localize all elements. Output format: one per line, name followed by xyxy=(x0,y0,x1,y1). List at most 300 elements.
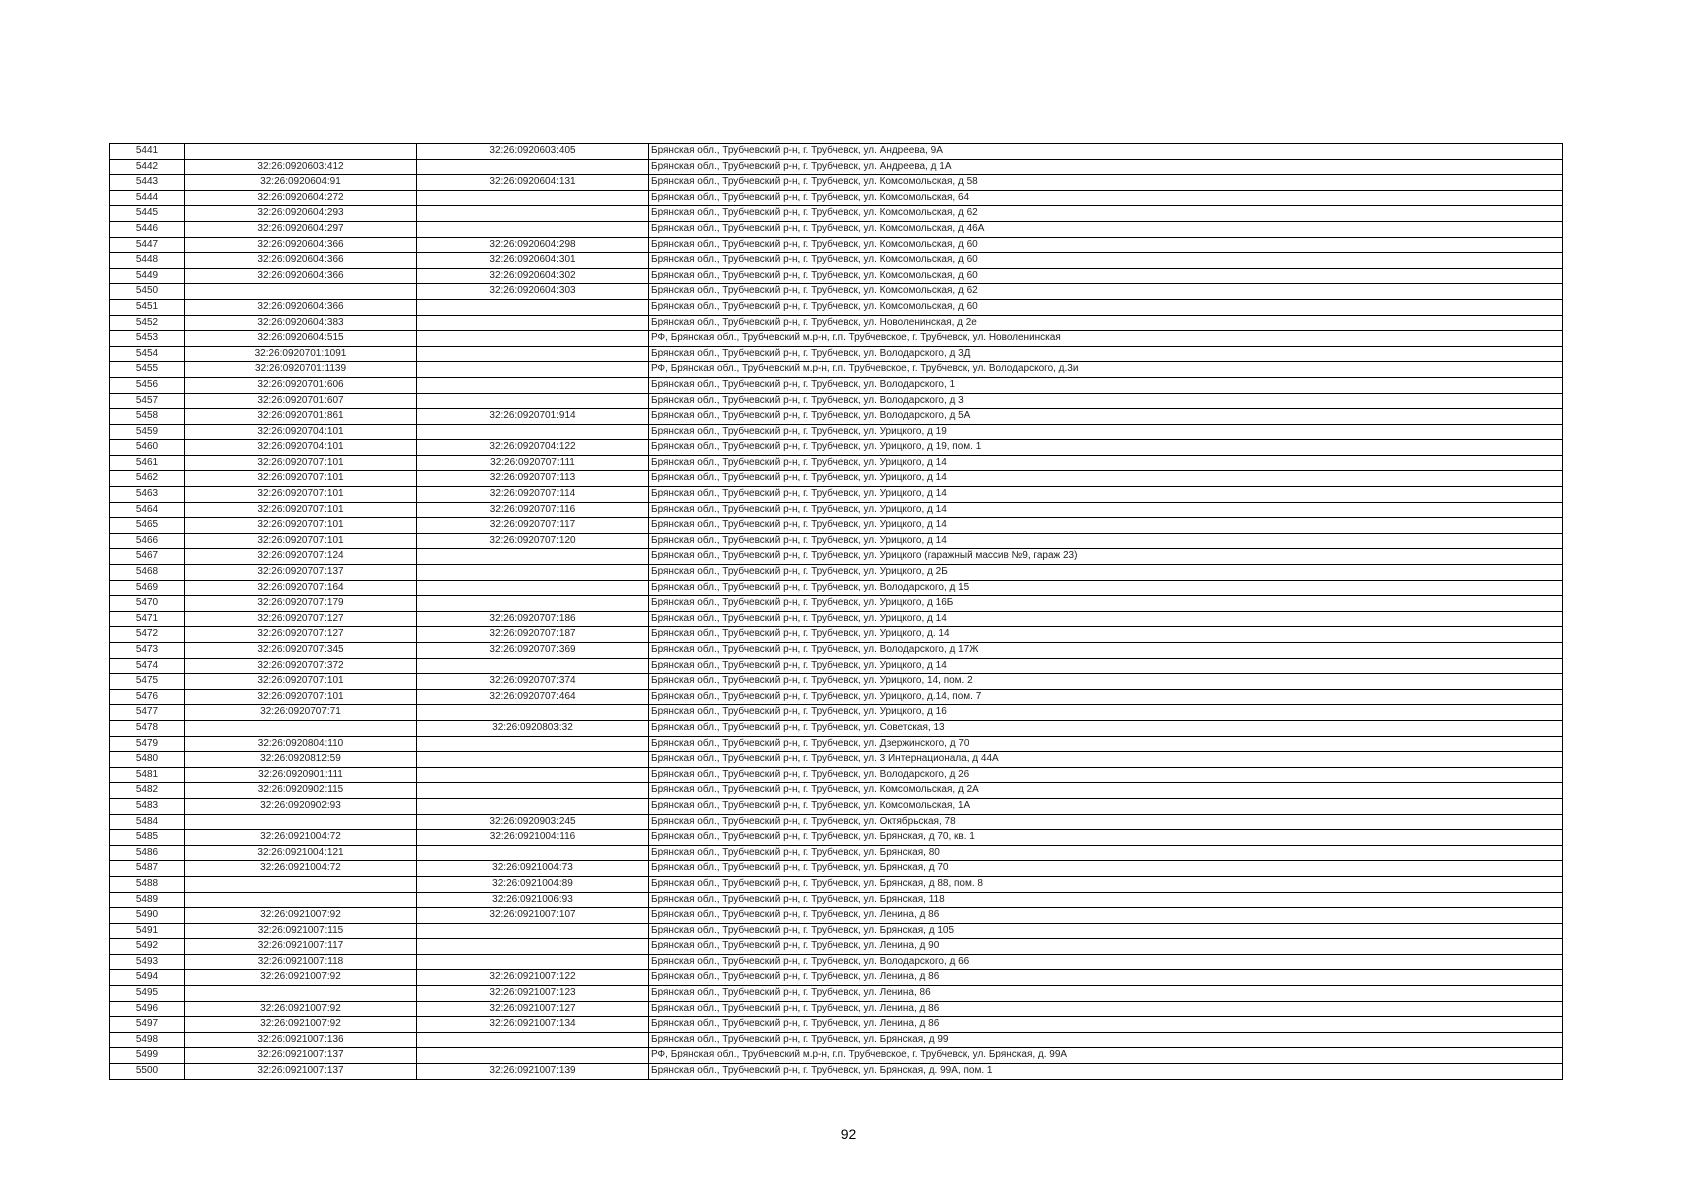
row-number-cell: 5496 xyxy=(110,1001,185,1017)
table-row xyxy=(110,424,1563,440)
address-cell: РФ, Брянская обл., Трубчевский м.р-н, г.п. Трубчевское, г. Трубчевск, ул. Новоленинская xyxy=(649,331,1563,347)
table-row xyxy=(110,923,1563,939)
object-number-cell xyxy=(417,549,649,565)
object-number-cell: 32:26:0920707:120 xyxy=(417,533,649,549)
parcel-number-cell xyxy=(185,876,417,892)
row-number-cell: 5482 xyxy=(110,783,185,799)
address-cell: Брянская обл., Трубчевский р-н, г. Трубчевск, ул. Брянская, д 99 xyxy=(649,1032,1563,1048)
address-cell: Брянская обл., Трубчевский р-н, г. Трубчевск, ул. Урицкого, д 14 xyxy=(649,471,1563,487)
object-number-cell xyxy=(417,159,649,175)
parcel-number-cell: 32:26:0920707:127 xyxy=(185,611,417,627)
table-row xyxy=(110,814,1563,830)
address-cell: Брянская обл., Трубчевский р-н, г. Трубчевск, ул. 3 Интернационала, д 44А xyxy=(649,752,1563,768)
row-number-cell: 5497 xyxy=(110,1017,185,1033)
address-cell: Брянская обл., Трубчевский р-н, г. Трубчевск, ул. Комсомольская, д 58 xyxy=(649,175,1563,191)
address-cell: Брянская обл., Трубчевский р-н, г. Трубчевск, ул. Володарского, д 17Ж xyxy=(649,643,1563,659)
parcel-number-cell: 32:26:0920604:366 xyxy=(185,253,417,269)
address-cell: Брянская обл., Трубчевский р-н, г. Трубчевск, ул. Урицкого, д 14 xyxy=(649,611,1563,627)
address-cell: Брянская обл., Трубчевский р-н, г. Трубчевск, ул. Ленина, д 86 xyxy=(649,1017,1563,1033)
row-number-cell: 5476 xyxy=(110,689,185,705)
table-row xyxy=(110,159,1563,175)
table-row xyxy=(110,783,1563,799)
parcel-number-cell: 32:26:0920707:101 xyxy=(185,502,417,518)
address-cell: Брянская обл., Трубчевский р-н, г. Трубчевск, ул. Володарского, д 26 xyxy=(649,767,1563,783)
parcel-number-cell: 32:26:0920707:137 xyxy=(185,565,417,581)
object-number-cell: 32:26:0920903:245 xyxy=(417,814,649,830)
address-cell: Брянская обл., Трубчевский р-н, г. Трубчевск, ул. Комсомольская, 1А xyxy=(649,798,1563,814)
object-number-cell: 32:26:0920604:298 xyxy=(417,237,649,253)
table-row xyxy=(110,689,1563,705)
table-row xyxy=(110,268,1563,284)
row-number-cell: 5480 xyxy=(110,752,185,768)
parcel-number-cell xyxy=(185,144,417,160)
parcel-number-cell: 32:26:0921004:72 xyxy=(185,830,417,846)
object-number-cell: 32:26:0921007:123 xyxy=(417,986,649,1002)
address-cell: Брянская обл., Трубчевский р-н, г. Трубчевск, ул. Ленина, 86 xyxy=(649,986,1563,1002)
row-number-cell: 5500 xyxy=(110,1064,185,1080)
document-sheet xyxy=(109,143,1562,1080)
parcel-number-cell: 32:26:0921004:72 xyxy=(185,861,417,877)
row-number-cell: 5443 xyxy=(110,175,185,191)
parcel-number-cell: 32:26:0921007:137 xyxy=(185,1064,417,1080)
row-number-cell: 5467 xyxy=(110,549,185,565)
table-row xyxy=(110,284,1563,300)
object-number-cell xyxy=(417,206,649,222)
object-number-cell: 32:26:0920707:117 xyxy=(417,518,649,534)
object-number-cell xyxy=(417,190,649,206)
table-row xyxy=(110,580,1563,596)
parcel-number-cell xyxy=(185,720,417,736)
table-row xyxy=(110,346,1563,362)
parcel-number-cell: 32:26:0920704:101 xyxy=(185,424,417,440)
object-number-cell: 32:26:0921007:127 xyxy=(417,1001,649,1017)
row-number-cell: 5447 xyxy=(110,237,185,253)
table-row xyxy=(110,908,1563,924)
parcel-number-cell xyxy=(185,986,417,1002)
parcel-number-cell: 32:26:0921007:92 xyxy=(185,1001,417,1017)
row-number-cell: 5460 xyxy=(110,440,185,456)
object-number-cell xyxy=(417,1032,649,1048)
table-row xyxy=(110,658,1563,674)
parcel-number-cell: 32:26:0920604:515 xyxy=(185,331,417,347)
address-cell: Брянская обл., Трубчевский р-н, г. Трубчевск, ул. Урицкого, д 16 xyxy=(649,705,1563,721)
row-number-cell: 5457 xyxy=(110,393,185,409)
row-number-cell: 5465 xyxy=(110,518,185,534)
parcel-number-cell: 32:26:0920707:127 xyxy=(185,627,417,643)
row-number-cell: 5458 xyxy=(110,409,185,425)
address-cell: Брянская обл., Трубчевский р-н, г. Трубчевск, ул. Брянская, д. 99А, пом. 1 xyxy=(649,1064,1563,1080)
parcel-number-cell: 32:26:0920902:115 xyxy=(185,783,417,799)
row-number-cell: 5463 xyxy=(110,487,185,503)
object-number-cell xyxy=(417,565,649,581)
address-cell: Брянская обл., Трубчевский р-н, г. Трубчевск, ул. Андреева, д 1А xyxy=(649,159,1563,175)
address-cell: Брянская обл., Трубчевский р-н, г. Трубчевск, ул. Урицкого, д 14 xyxy=(649,455,1563,471)
object-number-cell: 32:26:0920707:113 xyxy=(417,471,649,487)
object-number-cell xyxy=(417,580,649,596)
object-number-cell: 32:26:0921004:116 xyxy=(417,830,649,846)
address-cell: Брянская обл., Трубчевский р-н, г. Трубчевск, ул. Комсомольская, д 60 xyxy=(649,237,1563,253)
parcel-number-cell: 32:26:0920701:606 xyxy=(185,377,417,393)
object-number-cell: 32:26:0920603:405 xyxy=(417,144,649,160)
parcel-number-cell: 32:26:0920701:861 xyxy=(185,409,417,425)
object-number-cell xyxy=(417,362,649,378)
parcel-number-cell: 32:26:0920707:124 xyxy=(185,549,417,565)
address-cell: Брянская обл., Трубчевский р-н, г. Трубчевск, ул. Комсомольская, д 60 xyxy=(649,299,1563,315)
address-cell: Брянская обл., Трубчевский р-н, г. Трубчевск, ул. Комсомольская, д 62 xyxy=(649,284,1563,300)
table-row xyxy=(110,986,1563,1002)
row-number-cell: 5485 xyxy=(110,830,185,846)
object-number-cell: 32:26:0920707:186 xyxy=(417,611,649,627)
table-row xyxy=(110,627,1563,643)
table-row xyxy=(110,736,1563,752)
address-cell: Брянская обл., Трубчевский р-н, г. Трубчевск, ул. Володарского, д 5А xyxy=(649,409,1563,425)
address-cell: Брянская обл., Трубчевский р-н, г. Трубчевск, ул. Брянская, 80 xyxy=(649,845,1563,861)
object-number-cell xyxy=(417,424,649,440)
object-number-cell xyxy=(417,221,649,237)
object-number-cell xyxy=(417,315,649,331)
parcel-number-cell: 32:26:0920707:101 xyxy=(185,518,417,534)
row-number-cell: 5488 xyxy=(110,876,185,892)
object-number-cell: 32:26:0920704:122 xyxy=(417,440,649,456)
parcel-number-cell: 32:26:0920812:59 xyxy=(185,752,417,768)
parcel-number-cell: 32:26:0920707:101 xyxy=(185,471,417,487)
table-row xyxy=(110,331,1563,347)
address-cell: Брянская обл., Трубчевский р-н, г. Трубчевск, ул. Урицкого, д 19, пом. 1 xyxy=(649,440,1563,456)
row-number-cell: 5466 xyxy=(110,533,185,549)
address-cell: Брянская обл., Трубчевский р-н, г. Трубчевск, ул. Брянская, д 70, кв. 1 xyxy=(649,830,1563,846)
parcel-number-cell: 32:26:0920707:101 xyxy=(185,689,417,705)
object-number-cell: 32:26:0920604:303 xyxy=(417,284,649,300)
table-row xyxy=(110,206,1563,222)
table-row xyxy=(110,471,1563,487)
table-row xyxy=(110,1001,1563,1017)
table-row xyxy=(110,253,1563,269)
address-cell: Брянская обл., Трубчевский р-н, г. Трубчевск, ул. Урицкого, д 16Б xyxy=(649,596,1563,612)
parcel-number-cell: 32:26:0920604:366 xyxy=(185,268,417,284)
object-number-cell: 32:26:0920604:131 xyxy=(417,175,649,191)
address-cell: Брянская обл., Трубчевский р-н, г. Трубчевск, ул. Урицкого, д 2Б xyxy=(649,565,1563,581)
parcel-number-cell: 32:26:0920707:101 xyxy=(185,674,417,690)
address-cell: Брянская обл., Трубчевский р-н, г. Трубчевск, ул. Дзержинского, д 70 xyxy=(649,736,1563,752)
table-row xyxy=(110,845,1563,861)
row-number-cell: 5453 xyxy=(110,331,185,347)
table-row xyxy=(110,798,1563,814)
table-row xyxy=(110,720,1563,736)
address-cell: Брянская обл., Трубчевский р-н, г. Трубчевск, ул. Урицкого (гаражный массив №9, гараж 23) xyxy=(649,549,1563,565)
address-cell: Брянская обл., Трубчевский р-н, г. Трубчевск, ул. Ленина, д 86 xyxy=(649,1001,1563,1017)
address-cell: Брянская обл., Трубчевский р-н, г. Трубчевск, ул. Урицкого, д 14 xyxy=(649,487,1563,503)
object-number-cell: 32:26:0920707:116 xyxy=(417,502,649,518)
parcel-number-cell xyxy=(185,814,417,830)
address-cell: Брянская обл., Трубчевский р-н, г. Трубчевск, ул. Комсомольская, д 60 xyxy=(649,253,1563,269)
row-number-cell: 5442 xyxy=(110,159,185,175)
parcel-number-cell: 32:26:0921007:92 xyxy=(185,908,417,924)
parcel-number-cell xyxy=(185,284,417,300)
object-number-cell xyxy=(417,736,649,752)
row-number-cell: 5484 xyxy=(110,814,185,830)
table-row xyxy=(110,596,1563,612)
object-number-cell xyxy=(417,393,649,409)
table-row xyxy=(110,1064,1563,1080)
parcel-number-cell: 32:26:0920604:383 xyxy=(185,315,417,331)
object-number-cell xyxy=(417,596,649,612)
row-number-cell: 5452 xyxy=(110,315,185,331)
table-row xyxy=(110,237,1563,253)
row-number-cell: 5498 xyxy=(110,1032,185,1048)
object-number-cell: 32:26:0920707:464 xyxy=(417,689,649,705)
address-cell: Брянская обл., Трубчевский р-н, г. Трубчевск, ул. Брянская, 118 xyxy=(649,892,1563,908)
address-cell: Брянская обл., Трубчевский р-н, г. Трубчевск, ул. Брянская, д 88, пом. 8 xyxy=(649,876,1563,892)
row-number-cell: 5459 xyxy=(110,424,185,440)
parcel-number-cell: 32:26:0920704:101 xyxy=(185,440,417,456)
parcel-number-cell: 32:26:0920603:412 xyxy=(185,159,417,175)
parcel-number-cell: 32:26:0920604:366 xyxy=(185,299,417,315)
object-number-cell xyxy=(417,783,649,799)
row-number-cell: 5472 xyxy=(110,627,185,643)
parcel-number-cell: 32:26:0921007:136 xyxy=(185,1032,417,1048)
parcel-number-cell: 32:26:0920604:272 xyxy=(185,190,417,206)
row-number-cell: 5470 xyxy=(110,596,185,612)
table-row xyxy=(110,892,1563,908)
table-row xyxy=(110,487,1563,503)
row-number-cell: 5483 xyxy=(110,798,185,814)
address-cell: Брянская обл., Трубчевский р-н, г. Трубчевск, ул. Брянская, д 70 xyxy=(649,861,1563,877)
address-cell: Брянская обл., Трубчевский р-н, г. Трубчевск, ул. Ленина, д 86 xyxy=(649,970,1563,986)
address-cell: Брянская обл., Трубчевский р-н, г. Трубчевск, ул. Урицкого, д 14 xyxy=(649,658,1563,674)
object-number-cell: 32:26:0921004:89 xyxy=(417,876,649,892)
object-number-cell xyxy=(417,752,649,768)
address-cell: Брянская обл., Трубчевский р-н, г. Трубчевск, ул. Урицкого, д. 14 xyxy=(649,627,1563,643)
parcel-number-cell: 32:26:0920604:297 xyxy=(185,221,417,237)
object-number-cell: 32:26:0920803:32 xyxy=(417,720,649,736)
address-cell: Брянская обл., Трубчевский р-н, г. Трубчевск, ул. Урицкого, 14, пом. 2 xyxy=(649,674,1563,690)
parcel-number-cell: 32:26:0920707:101 xyxy=(185,455,417,471)
parcel-number-cell: 32:26:0921007:118 xyxy=(185,954,417,970)
parcel-number-cell: 32:26:0920707:372 xyxy=(185,658,417,674)
row-number-cell: 5468 xyxy=(110,565,185,581)
parcel-number-cell: 32:26:0920707:101 xyxy=(185,487,417,503)
table-row xyxy=(110,1048,1563,1064)
row-number-cell: 5486 xyxy=(110,845,185,861)
parcel-number-cell: 32:26:0920604:91 xyxy=(185,175,417,191)
table-row xyxy=(110,1032,1563,1048)
address-cell: Брянская обл., Трубчевский р-н, г. Трубчевск, ул. Володарского, д 15 xyxy=(649,580,1563,596)
table-row xyxy=(110,1017,1563,1033)
row-number-cell: 5490 xyxy=(110,908,185,924)
row-number-cell: 5471 xyxy=(110,611,185,627)
table-row xyxy=(110,939,1563,955)
parcel-number-cell: 32:26:0920902:93 xyxy=(185,798,417,814)
object-number-cell: 32:26:0921004:73 xyxy=(417,861,649,877)
table-row xyxy=(110,861,1563,877)
object-number-cell: 32:26:0921006:93 xyxy=(417,892,649,908)
parcel-number-cell: 32:26:0921007:92 xyxy=(185,970,417,986)
parcel-number-cell: 32:26:0920804:110 xyxy=(185,736,417,752)
table-row xyxy=(110,315,1563,331)
object-number-cell: 32:26:0921007:122 xyxy=(417,970,649,986)
parcel-number-cell: 32:26:0920701:1139 xyxy=(185,362,417,378)
address-cell: Брянская обл., Трубчевский р-н, г. Трубчевск, ул. Советская, 13 xyxy=(649,720,1563,736)
row-number-cell: 5492 xyxy=(110,939,185,955)
parcel-number-cell: 32:26:0921007:137 xyxy=(185,1048,417,1064)
row-number-cell: 5445 xyxy=(110,206,185,222)
table-row xyxy=(110,190,1563,206)
table-row xyxy=(110,970,1563,986)
table-row xyxy=(110,611,1563,627)
table-body xyxy=(110,144,1563,1080)
parcel-number-cell: 32:26:0921007:92 xyxy=(185,1017,417,1033)
row-number-cell: 5462 xyxy=(110,471,185,487)
object-number-cell: 32:26:0920707:374 xyxy=(417,674,649,690)
object-number-cell xyxy=(417,954,649,970)
table-row xyxy=(110,502,1563,518)
object-number-cell xyxy=(417,845,649,861)
row-number-cell: 5487 xyxy=(110,861,185,877)
address-cell: Брянская обл., Трубчевский р-н, г. Трубчевск, ул. Урицкого, д 14 xyxy=(649,533,1563,549)
address-cell: Брянская обл., Трубчевский р-н, г. Трубчевск, ул. Володарского, д 3 xyxy=(649,393,1563,409)
row-number-cell: 5479 xyxy=(110,736,185,752)
address-cell: Брянская обл., Трубчевский р-н, г. Трубчевск, ул. Андреева, 9А xyxy=(649,144,1563,160)
row-number-cell: 5441 xyxy=(110,144,185,160)
row-number-cell: 5455 xyxy=(110,362,185,378)
table-row xyxy=(110,533,1563,549)
row-number-cell: 5495 xyxy=(110,986,185,1002)
table-row xyxy=(110,409,1563,425)
address-cell: Брянская обл., Трубчевский р-н, г. Трубчевск, ул. Новоленинская, д 2е xyxy=(649,315,1563,331)
address-cell: Брянская обл., Трубчевский р-н, г. Трубчевск, ул. Володарского, д 3Д xyxy=(649,346,1563,362)
row-number-cell: 5444 xyxy=(110,190,185,206)
table-row xyxy=(110,455,1563,471)
row-number-cell: 5448 xyxy=(110,253,185,269)
table-row xyxy=(110,767,1563,783)
address-cell: Брянская обл., Трубчевский р-н, г. Трубчевск, ул. Комсомольская, 64 xyxy=(649,190,1563,206)
parcel-number-cell: 32:26:0920707:179 xyxy=(185,596,417,612)
address-cell: Брянская обл., Трубчевский р-н, г. Трубчевск, ул. Комсомольская, д 62 xyxy=(649,206,1563,222)
row-number-cell: 5475 xyxy=(110,674,185,690)
table-row xyxy=(110,705,1563,721)
address-cell: Брянская обл., Трубчевский р-н, г. Трубчевск, ул. Ленина, д 90 xyxy=(649,939,1563,955)
row-number-cell: 5494 xyxy=(110,970,185,986)
cadastral-table xyxy=(109,143,1563,1080)
row-number-cell: 5446 xyxy=(110,221,185,237)
table-row xyxy=(110,565,1563,581)
table-row xyxy=(110,674,1563,690)
row-number-cell: 5451 xyxy=(110,299,185,315)
address-cell: РФ, Брянская обл., Трубчевский м.р-н, г.п. Трубчевское, г. Трубчевск, ул. Брянская, д. 99А xyxy=(649,1048,1563,1064)
parcel-number-cell: 32:26:0920701:1091 xyxy=(185,346,417,362)
parcel-number-cell: 32:26:0920707:164 xyxy=(185,580,417,596)
parcel-number-cell: 32:26:0920701:607 xyxy=(185,393,417,409)
object-number-cell xyxy=(417,377,649,393)
parcel-number-cell: 32:26:0920901:111 xyxy=(185,767,417,783)
address-cell: Брянская обл., Трубчевский р-н, г. Трубчевск, ул. Урицкого, д 19 xyxy=(649,424,1563,440)
address-cell: Брянская обл., Трубчевский р-н, г. Трубчевск, ул. Володарского, д 66 xyxy=(649,954,1563,970)
object-number-cell: 32:26:0920707:114 xyxy=(417,487,649,503)
table-row xyxy=(110,830,1563,846)
row-number-cell: 5474 xyxy=(110,658,185,674)
table-row xyxy=(110,221,1563,237)
row-number-cell: 5473 xyxy=(110,643,185,659)
table-row xyxy=(110,643,1563,659)
table-row xyxy=(110,549,1563,565)
parcel-number-cell: 32:26:0920707:345 xyxy=(185,643,417,659)
row-number-cell: 5491 xyxy=(110,923,185,939)
object-number-cell xyxy=(417,923,649,939)
parcel-number-cell: 32:26:0920604:293 xyxy=(185,206,417,222)
table-row xyxy=(110,144,1563,160)
address-cell: РФ, Брянская обл., Трубчевский м.р-н, г.п. Трубчевское, г. Трубчевск, ул. Володарского, д.3и xyxy=(649,362,1563,378)
object-number-cell: 32:26:0920707:187 xyxy=(417,627,649,643)
object-number-cell xyxy=(417,331,649,347)
row-number-cell: 5469 xyxy=(110,580,185,596)
row-number-cell: 5456 xyxy=(110,377,185,393)
table-row xyxy=(110,876,1563,892)
object-number-cell: 32:26:0921007:139 xyxy=(417,1064,649,1080)
page-number: 92 xyxy=(840,1126,857,1142)
object-number-cell: 32:26:0920604:301 xyxy=(417,253,649,269)
table-row xyxy=(110,393,1563,409)
table-row xyxy=(110,518,1563,534)
row-number-cell: 5493 xyxy=(110,954,185,970)
object-number-cell xyxy=(417,767,649,783)
table-row xyxy=(110,362,1563,378)
object-number-cell xyxy=(417,346,649,362)
parcel-number-cell: 32:26:0921004:121 xyxy=(185,845,417,861)
row-number-cell: 5461 xyxy=(110,455,185,471)
row-number-cell: 5499 xyxy=(110,1048,185,1064)
object-number-cell: 32:26:0921007:107 xyxy=(417,908,649,924)
table-row xyxy=(110,175,1563,191)
row-number-cell: 5449 xyxy=(110,268,185,284)
object-number-cell xyxy=(417,705,649,721)
object-number-cell: 32:26:0920707:111 xyxy=(417,455,649,471)
address-cell: Брянская обл., Трубчевский р-н, г. Трубчевск, ул. Ленина, д 86 xyxy=(649,908,1563,924)
table-row xyxy=(110,954,1563,970)
parcel-number-cell: 32:26:0920604:366 xyxy=(185,237,417,253)
row-number-cell: 5464 xyxy=(110,502,185,518)
address-cell: Брянская обл., Трубчевский р-н, г. Трубчевск, ул. Комсомольская, д 46А xyxy=(649,221,1563,237)
object-number-cell xyxy=(417,1048,649,1064)
row-number-cell: 5481 xyxy=(110,767,185,783)
object-number-cell: 32:26:0920604:302 xyxy=(417,268,649,284)
address-cell: Брянская обл., Трубчевский р-н, г. Трубчевск, ул. Октябрьская, 78 xyxy=(649,814,1563,830)
address-cell: Брянская обл., Трубчевский р-н, г. Трубчевск, ул. Брянская, д 105 xyxy=(649,923,1563,939)
parcel-number-cell: 32:26:0920707:101 xyxy=(185,533,417,549)
parcel-number-cell: 32:26:0921007:115 xyxy=(185,923,417,939)
object-number-cell: 32:26:0921007:134 xyxy=(417,1017,649,1033)
table-row xyxy=(110,440,1563,456)
row-number-cell: 5450 xyxy=(110,284,185,300)
address-cell: Брянская обл., Трубчевский р-н, г. Трубчевск, ул. Урицкого, д 14 xyxy=(649,502,1563,518)
address-cell: Брянская обл., Трубчевский р-н, г. Трубчевск, ул. Володарского, 1 xyxy=(649,377,1563,393)
address-cell: Брянская обл., Трубчевский р-н, г. Трубчевск, ул. Урицкого, д 14 xyxy=(649,518,1563,534)
object-number-cell xyxy=(417,939,649,955)
address-cell: Брянская обл., Трубчевский р-н, г. Трубчевск, ул. Урицкого, д.14, пом. 7 xyxy=(649,689,1563,705)
object-number-cell xyxy=(417,798,649,814)
row-number-cell: 5454 xyxy=(110,346,185,362)
address-cell: Брянская обл., Трубчевский р-н, г. Трубчевск, ул. Комсомольская, д 2А xyxy=(649,783,1563,799)
object-number-cell xyxy=(417,299,649,315)
row-number-cell: 5489 xyxy=(110,892,185,908)
table-row xyxy=(110,752,1563,768)
address-cell: Брянская обл., Трубчевский р-н, г. Трубчевск, ул. Комсомольская, д 60 xyxy=(649,268,1563,284)
parcel-number-cell xyxy=(185,892,417,908)
object-number-cell xyxy=(417,658,649,674)
parcel-number-cell: 32:26:0921007:117 xyxy=(185,939,417,955)
table-row xyxy=(110,299,1563,315)
parcel-number-cell: 32:26:0920707:71 xyxy=(185,705,417,721)
object-number-cell: 32:26:0920701:914 xyxy=(417,409,649,425)
